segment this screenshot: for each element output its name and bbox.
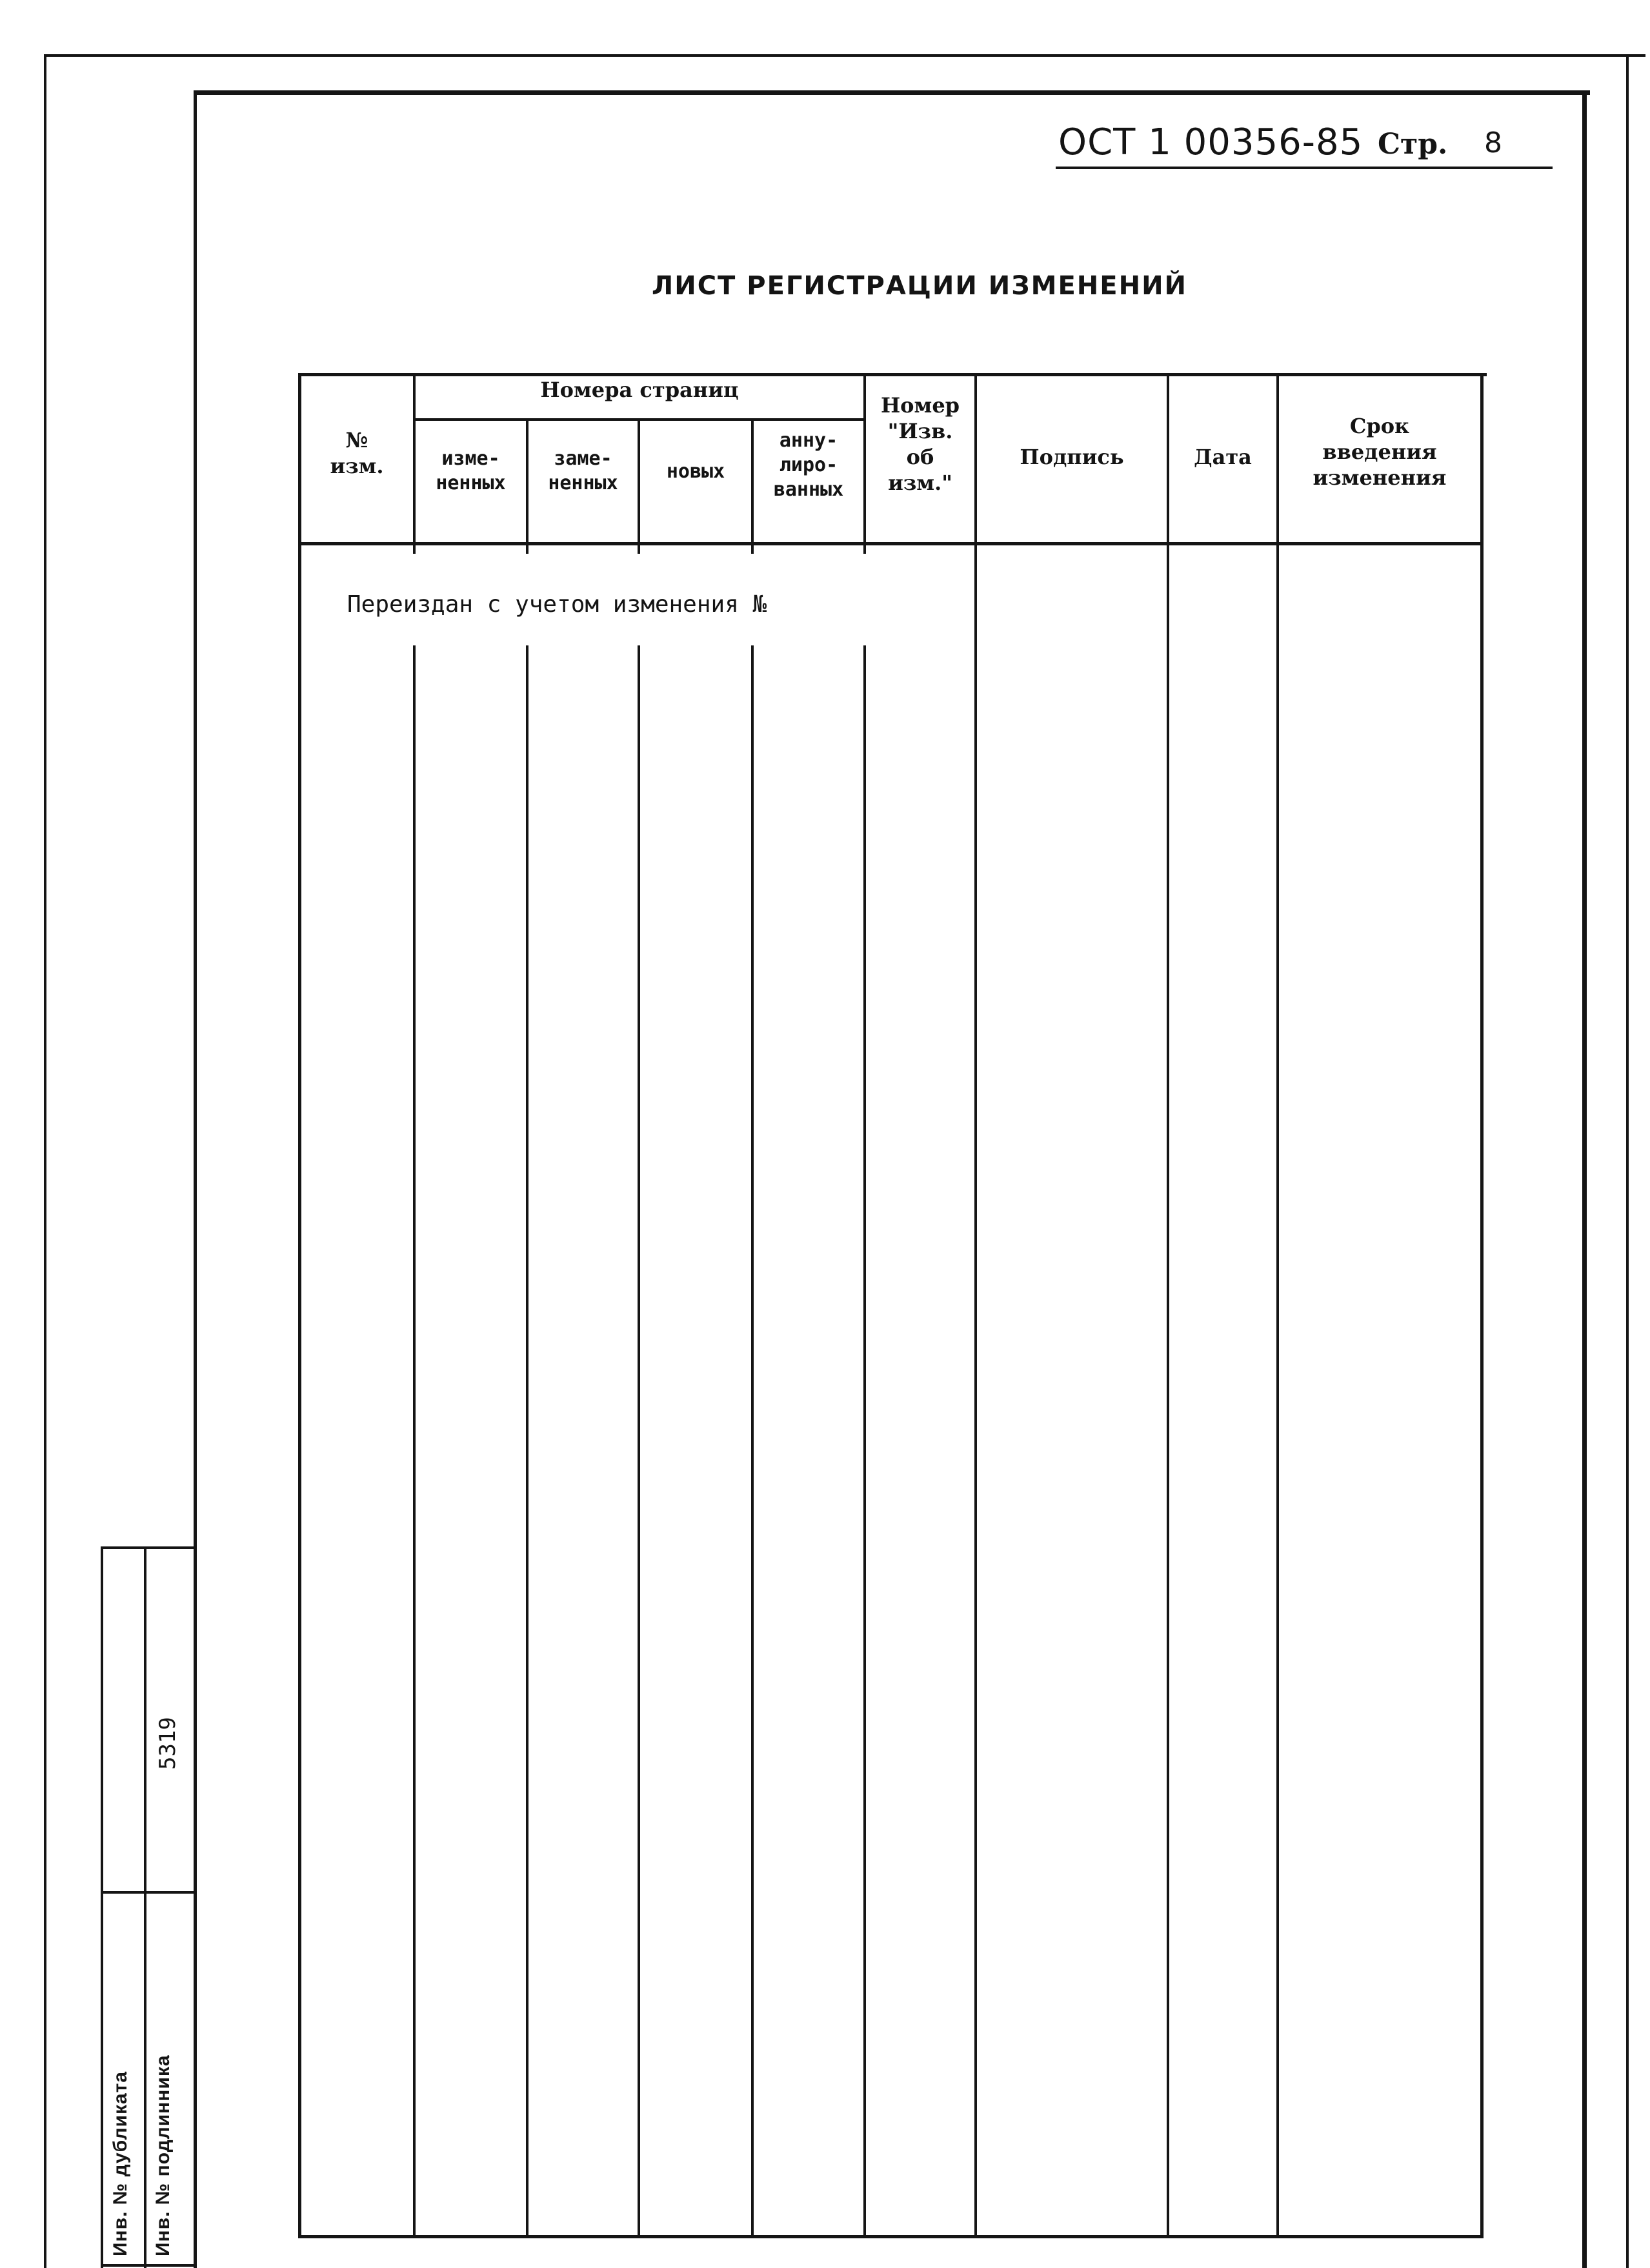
col-divider-3 — [638, 420, 640, 554]
header-text-line: ненных — [548, 472, 618, 494]
header-replaced-pages — [528, 447, 638, 496]
col-divider-2 — [526, 645, 528, 2237]
header-text-line: "Изв. — [887, 419, 953, 443]
header-text-line: № — [345, 428, 368, 452]
outer-border-right — [1626, 54, 1629, 2268]
header-text-line: Срок — [1349, 414, 1410, 438]
inner-border-left — [194, 90, 197, 2268]
header-page-numbers: Номера страниц — [540, 378, 739, 402]
col-divider-4 — [751, 645, 754, 2237]
header-changed-pages — [416, 447, 526, 496]
duplicate-inventory-label: Инв. № дубликата — [110, 2071, 131, 2256]
side-block-bottom — [101, 2264, 195, 2267]
table-border-bottom — [298, 2235, 1484, 2238]
header-new-pages — [640, 460, 751, 484]
header-text-line: изм." — [888, 471, 952, 495]
header-change-number — [301, 427, 413, 479]
col-divider-7 — [1167, 373, 1169, 2238]
header-date — [1169, 444, 1276, 470]
inner-border-right — [1582, 90, 1587, 2268]
outer-border-left — [44, 54, 46, 2268]
side-block-top — [101, 1546, 195, 1549]
table-border-right — [1480, 373, 1484, 2238]
header-text-line: об — [906, 445, 934, 469]
header-underline — [1056, 167, 1553, 169]
table-border-left — [298, 373, 301, 2238]
page-title: ЛИСТ РЕГИСТРАЦИИ ИЗМЕНЕНИЙ — [652, 271, 1188, 301]
outer-border-top — [45, 54, 1645, 57]
header-text-line: изм. — [330, 454, 384, 478]
header-text-line: введения — [1322, 440, 1437, 464]
col-divider-1 — [413, 645, 416, 2237]
side-block-separator — [101, 1891, 195, 1894]
col-divider-5 — [863, 645, 866, 2237]
header-annulled-pages — [754, 429, 863, 502]
original-inventory-label: Инв. № подлинника — [152, 2054, 174, 2256]
page-label: Стр. — [1378, 128, 1448, 161]
side-block-divider — [144, 1546, 146, 2268]
header-text-line: изменения — [1313, 465, 1447, 490]
reissue-note: Переиздан с учетом изменения № — [347, 591, 767, 618]
side-block-left — [101, 1546, 103, 2268]
table-border-top — [298, 373, 1487, 376]
original-inventory-number: 5319 — [155, 1717, 181, 1770]
header-deadline — [1279, 413, 1480, 491]
col-divider-6 — [974, 373, 977, 2238]
header-text-line: Номер — [880, 393, 960, 418]
header-text-line: ненных — [436, 472, 506, 494]
col-divider-8 — [1276, 373, 1279, 2238]
document-code: ОСТ 1 00356-85 — [1058, 121, 1363, 163]
header-notice-number — [866, 392, 974, 496]
header-signature — [977, 444, 1167, 470]
header-text-line: анну- — [779, 429, 838, 452]
header-text-line: заме- — [554, 447, 612, 470]
header-text-line: новых — [666, 460, 725, 483]
col-divider-3 — [638, 645, 640, 2237]
inner-border-top — [195, 90, 1590, 95]
header-text-line: Подпись — [1020, 445, 1124, 469]
page-number: 8 — [1484, 127, 1502, 159]
header-text-line: Дата — [1194, 445, 1252, 469]
header-text-line: лиро- — [779, 454, 838, 476]
header-text-line: изме- — [441, 447, 500, 470]
table-header-bottom — [298, 542, 1484, 545]
header-text-line: ванных — [773, 478, 844, 501]
